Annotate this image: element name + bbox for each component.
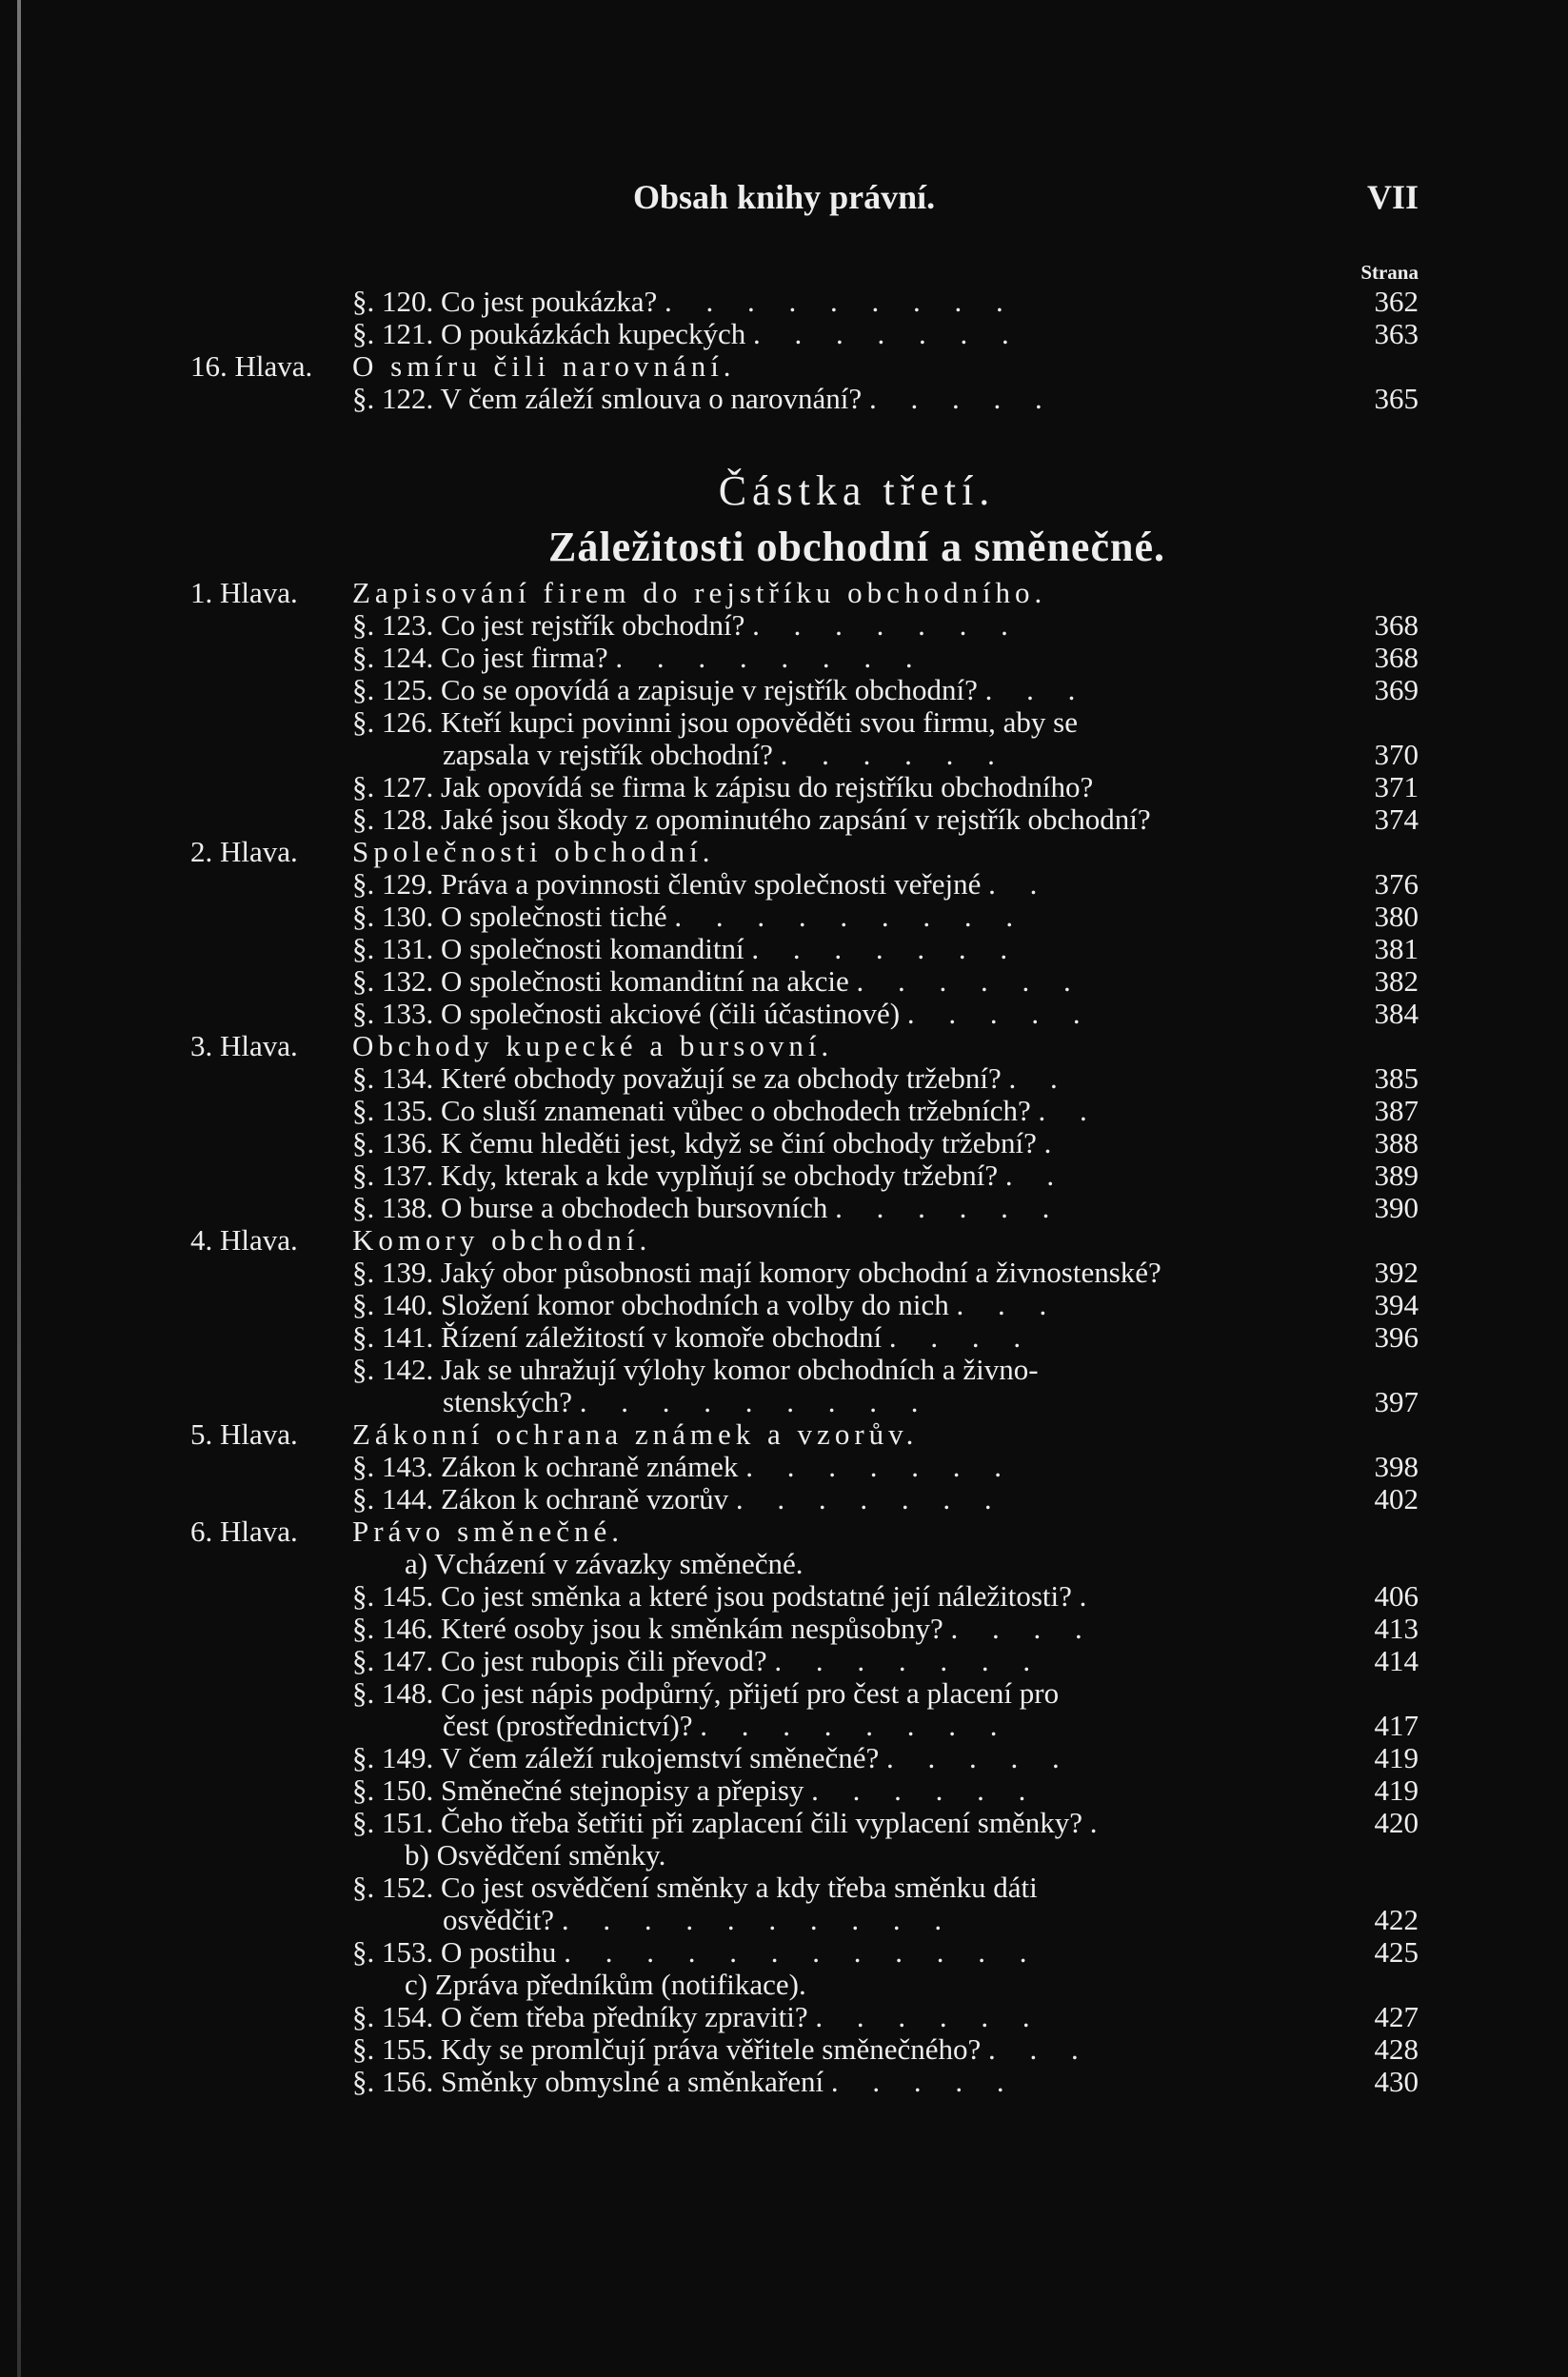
leader-dots: . . . . . [885,1742,1073,1774]
toc-entry [190,383,1419,415]
entry-page-number: 368 [1374,641,1419,674]
entry-text [352,1289,1314,1321]
entry-page-number: 390 [1374,1191,1419,1224]
toc-entry [190,1645,1419,1677]
leader-dots: . . . . . [906,998,1094,1030]
entry-page-number: 428 [1374,2032,1419,2066]
leader-dots: . . . . . . [856,965,1084,998]
entry-title: §. 142. Jak se uhražují výlohy komor obchodních a živno- [352,1354,1039,1386]
entry-text [352,383,1314,415]
toc-entry [190,674,1419,706]
entry-title: §. 122. V čem záleží smlouva o narovnání? [352,383,863,415]
toc-entry-continuation [190,1904,1419,1936]
entry-title: §. 155. Kdy se promlčují práva věřitele směnečného? [352,2033,982,2066]
toc-entry [190,933,1419,965]
subsection-heading [190,1969,1419,2001]
entry-text [352,1159,1314,1192]
entry-text [405,1969,1314,2001]
entry-title: §. 156. Směnky obmyslné a směnkaření [352,2066,824,2098]
entry-page-number: 369 [1374,673,1419,706]
toc-entry [190,1062,1419,1095]
entry-title: §. 140. Složení komor obchodních a volby do nich [352,1289,949,1321]
toc-entry [190,1451,1419,1483]
entry-text [352,933,1314,965]
entry-page-number: 425 [1374,1935,1419,1969]
entry-title: §. 123. Co jest rejstřík obchodní? [352,609,745,642]
entry-page-number: 371 [1374,770,1419,803]
entry-page-number: 365 [1374,382,1419,415]
entry-text [405,1839,1314,1872]
part-spacer [190,415,1419,465]
entry-title: §. 137. Kdy, kterak a kde vyplňují se obchody tržební? [352,1159,999,1192]
toc-entry [190,1321,1419,1354]
entry-page-number: 363 [1374,317,1419,350]
entry-page-number: 419 [1374,1773,1419,1807]
entry-page-number: 392 [1374,1256,1419,1289]
entry-text [352,1354,1314,1386]
leader-dots: . . . [988,2033,1092,2066]
toc-top-entries [190,286,1419,415]
entry-title: čest (prostřednictví)? [443,1709,693,1742]
chapter-title: Společnosti obchodní. [352,835,715,868]
chapter-heading [190,350,1419,383]
entry-text [352,642,1314,674]
leader-dots: . . . . [888,1321,1035,1354]
entry-title: §. 141. Řízení záležitostí v komoře obchodní [352,1321,883,1354]
toc-entry [190,286,1419,318]
chapter-heading [190,1224,1419,1257]
toc-entry [190,318,1419,350]
entry-text [352,2066,1314,2098]
entry-title: §. 124. Co jest firma? [352,642,608,674]
entry-text [352,1062,1314,1095]
toc-entry [190,965,1419,998]
chapter-title: Komory obchodní. [352,1223,652,1257]
leader-dots: . . . [984,674,1089,706]
entry-page-number: 381 [1374,932,1419,965]
entry-page-number: 362 [1374,285,1419,318]
part-subtitle: Záležitosti obchodní a směnečné. [548,524,1165,570]
toc-entry-continuation [190,1710,1419,1742]
entry-page-number: 384 [1374,997,1419,1030]
leader-dots: . . . . . . . . . . . . [564,1936,1041,1969]
entry-text [352,1483,1314,1515]
toc-entry [190,1872,1419,1904]
leader-dots: . . . . . . . . . [674,901,1027,933]
entry-title: §. 130. O společnosti tiché [352,901,667,933]
leader-dots: . . . . . . . [752,609,1022,642]
entry-text [352,1677,1314,1710]
entry-title: osvědčit? [443,1903,555,1936]
chapter-number: 5. Hlava. [190,1417,298,1451]
chapter-heading [190,1515,1419,1548]
chapter-number: 2. Hlava. [190,835,298,868]
entry-page-number: 406 [1374,1579,1419,1613]
entry-page-number: 402 [1374,1482,1419,1515]
entry-title: §. 153. O postihu [352,1936,557,1969]
entry-title: §. 133. O společnosti akciové (čili účastinové) [352,998,901,1030]
toc-entry [190,1095,1419,1127]
leader-dots: . . . . . . . . . [665,286,1017,318]
toc-entry [190,1742,1419,1774]
leader-dots: . . . . . . [780,738,1008,771]
chapter-title: Zapisování firem do rejstříku obchodního. [352,576,1047,609]
toc-entry [190,901,1419,933]
entry-text [352,1580,1314,1613]
leader-dots: . . . . . . . [774,1645,1044,1677]
entry-text [352,286,1314,318]
entry-text [352,1095,1314,1127]
leader-dots: . . . . . . . [752,318,1022,350]
entry-page-number: 396 [1374,1320,1419,1354]
entry-title: §. 128. Jaké jsou škody z opominutého zapsání v rejstřík obchodní? [352,803,1151,836]
entry-text [352,1645,1314,1677]
entry-text [352,1774,1314,1807]
entry-text [352,1936,1314,1969]
entry-page-number: 419 [1374,1741,1419,1774]
scan-edge-shadow [17,0,21,2377]
entry-text [352,318,1314,350]
toc-entry [190,642,1419,674]
leader-dots: . . . . . . [815,2001,1043,2033]
entry-title: §. 152. Co jest osvědčení směnky a kdy třeba směnku dáti [352,1872,1038,1904]
toc-entry [190,1677,1419,1710]
entry-page-number: 382 [1374,964,1419,998]
chapter-number: 16. Hlava. [190,349,313,383]
page-column-label: Strana [1360,261,1419,284]
entry-text [352,2033,1314,2066]
entry-text [352,771,1314,803]
toc-entry [190,2066,1419,2098]
entry-page-number: 394 [1374,1288,1419,1321]
chapter-title: Zákonní ochrana známek a vzorův. [352,1417,919,1451]
toc-entry [190,1192,1419,1224]
toc-entry [190,1613,1419,1645]
toc-entry [190,1807,1419,1839]
entry-title: §. 134. Které obchody považují se za obchody tržební? [352,1062,1002,1095]
chapter-title: O smíru čili narovnání. [352,349,736,383]
leader-dots: . . . . . [868,383,1056,415]
entry-text [352,1257,1314,1289]
entry-text [352,965,1314,998]
entry-text [443,1386,1314,1418]
entry-text [443,1904,1314,1936]
entry-text [352,1451,1314,1483]
leader-dots: . . . . . . . [745,1451,1015,1483]
leader-dots: . . . . . . . [751,933,1022,965]
entry-text [443,1710,1314,1742]
leader-dots: . . [1004,1159,1068,1192]
entry-title: §. 139. Jaký obor působnosti mají komory obchodní a živnostenské? [352,1257,1161,1289]
entry-text [352,674,1314,706]
leader-dots: . . . [956,1289,1061,1321]
entry-text [352,1613,1314,1645]
leader-dots: . [1043,1127,1065,1159]
header-title: Obsah knihy právní. [633,178,936,216]
chapter-number: 6. Hlava. [190,1515,298,1548]
entry-title: §. 149. V čem záleží rukojemství směnečné? [352,1742,880,1774]
toc-main-entries [190,577,1419,2098]
entry-page-number: 422 [1374,1903,1419,1936]
toc-entry [190,2033,1419,2066]
toc-entry [190,803,1419,836]
leader-dots: . . . . . [830,2066,1018,2098]
entry-text [352,998,1314,1030]
leader-dots: . . [1008,1062,1071,1095]
entry-title: §. 138. O burse a obchodech bursovních [352,1192,828,1224]
entry-page-number: 388 [1374,1126,1419,1159]
entry-title: a) Vcházení v závazky směnečné. [405,1548,804,1580]
leader-dots: . . . . [950,1613,1096,1645]
entry-text [443,739,1314,771]
entry-page-number: 427 [1374,2000,1419,2033]
entry-title: c) Zpráva předníkům (notifikace). [405,1969,806,2001]
entry-page-number: 376 [1374,867,1419,901]
entry-page-number: 368 [1374,608,1419,642]
entry-page-number: 420 [1374,1806,1419,1839]
toc-entry-continuation [190,739,1419,771]
entry-page-number: 397 [1374,1385,1419,1418]
entry-title: zapsala v rejstřík obchodní? [443,738,773,771]
entry-title: b) Osvědčení směnky. [405,1839,666,1872]
chapter-heading [190,836,1419,868]
entry-text [352,1127,1314,1159]
toc-entry [190,1354,1419,1386]
entry-title: §. 145. Co jest směnka a které jsou podstatné její náležitosti? [352,1580,1072,1613]
entry-page-number: 374 [1374,802,1419,836]
toc-entry [190,609,1419,642]
leader-dots: . . . . . . . [735,1483,1005,1515]
toc-entry [190,1257,1419,1289]
entry-page-number: 370 [1374,738,1419,771]
entry-text [352,1807,1314,1839]
entry-title: §. 150. Směnečné stejnopisy a přepisy [352,1774,804,1807]
leader-dots: . . . . . . . . . [579,1385,932,1418]
subsection-heading [190,1839,1419,1872]
entry-title: §. 151. Čeho třeba šetřiti při zaplacení čili vyplacení směnky? [352,1807,1082,1839]
leader-dots: . . [1038,1095,1101,1127]
chapter-heading [190,1030,1419,1062]
entry-page-number: 398 [1374,1450,1419,1483]
chapter-title: Právo směnečné. [352,1515,625,1548]
entry-title: §. 144. Zákon k ochraně vzorův [352,1483,729,1515]
entry-title: §. 143. Zákon k ochraně známek [352,1451,739,1483]
leader-dots: . . . . . . . . . . [561,1903,956,1936]
leader-dots: . . . . . . [811,1774,1040,1807]
entry-page-number: 387 [1374,1094,1419,1127]
chapter-heading [190,577,1419,609]
leader-dots: . . [988,868,1051,901]
entry-page-number: 417 [1374,1709,1419,1742]
part-title: Částka třetí. [718,467,996,514]
entry-page-number: 414 [1374,1644,1419,1677]
entry-title: §. 121. O poukázkách kupeckých [352,318,746,350]
entry-title: §. 127. Jak opovídá se firma k zápisu do rejstříku obchodního? [352,771,1094,803]
entry-title: §. 154. O čem třeba předníky zpraviti? [352,2001,808,2033]
entry-page-number: 385 [1374,1061,1419,1095]
toc-entry [190,998,1419,1030]
leader-dots: . . . . . . [835,1192,1063,1224]
entry-text [352,1192,1314,1224]
entry-title: §. 146. Které osoby jsou k směnkám nespůsobny? [352,1613,943,1645]
entry-text [405,1548,1314,1580]
toc-entry [190,1483,1419,1515]
chapter-number: 1. Hlava. [190,576,298,609]
entry-page-number: 380 [1374,900,1419,933]
toc-entry [190,2001,1419,2033]
toc-page [190,171,1419,2098]
entry-title: §. 147. Co jest rubopis čili převod? [352,1645,767,1677]
entry-text [352,2001,1314,2033]
entry-page-number: 430 [1374,2065,1419,2098]
header-page-number: VII [1366,178,1419,216]
toc-entry [190,1289,1419,1321]
toc-entry [190,706,1419,739]
toc-entry [190,771,1419,803]
subsection-heading [190,1548,1419,1580]
entry-title: §. 129. Práva a povinnosti členův společnosti veřejné [352,868,982,901]
entry-text [352,1321,1314,1354]
toc-entry [190,1936,1419,1969]
toc-entry [190,868,1419,901]
leader-dots: . . . . . . . . [700,1709,1011,1742]
entry-text [352,901,1314,933]
leader-dots: . . . . . . . . [615,642,926,674]
toc-entry [190,1580,1419,1613]
entry-text [352,706,1314,739]
leader-dots: . [1089,1807,1111,1839]
chapter-number: 3. Hlava. [190,1029,298,1062]
running-header [190,171,1419,228]
toc-entry [190,1774,1419,1807]
entry-title: §. 148. Co jest nápis podpůrný, přijetí pro čest a placení pro [352,1677,1060,1710]
entry-title: §. 125. Co se opovídá a zapisuje v rejstřík obchodní? [352,674,978,706]
chapter-number: 4. Hlava. [190,1223,298,1257]
entry-text [352,1872,1314,1904]
entry-text [352,1742,1314,1774]
entry-page-number: 413 [1374,1612,1419,1645]
entry-title: §. 135. Co sluší znamenati vůbec o obchodech tržebních? [352,1095,1031,1127]
entry-title: §. 132. O společnosti komanditní na akcie [352,965,849,998]
entry-title: §. 131. O společnosti komanditní [352,933,744,965]
chapter-title: Obchody kupecké a bursovní. [352,1029,834,1062]
entry-title: §. 136. K čemu hleděti jest, když se činí obchody tržební? [352,1127,1037,1159]
entry-title: §. 126. Kteří kupci povinni jsou opověděti svou firmu, aby se [352,706,1078,739]
entry-page-number: 389 [1374,1159,1419,1192]
toc-entry [190,1127,1419,1159]
entry-text [352,803,1314,836]
entry-text [352,609,1314,642]
entry-title: §. 120. Co jest poukázka? [352,286,658,318]
entry-text [352,868,1314,901]
chapter-heading [190,1418,1419,1451]
toc-entry-continuation [190,1386,1419,1418]
leader-dots: . [1079,1580,1101,1613]
entry-title: stenských? [443,1385,573,1418]
toc-entry [190,1159,1419,1192]
